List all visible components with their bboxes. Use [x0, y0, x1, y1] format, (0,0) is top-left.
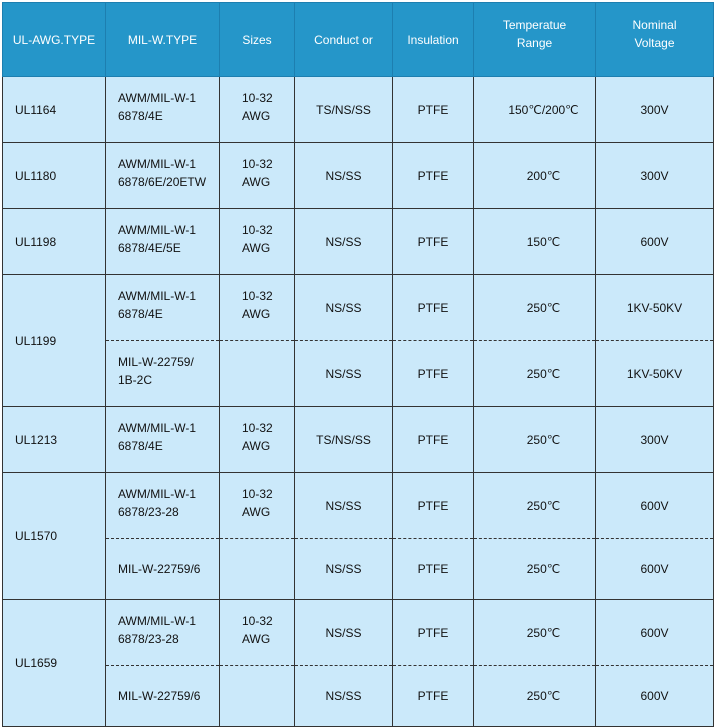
table-row	[3, 77, 714, 143]
voltage-cell: 600V	[596, 539, 714, 600]
conductor-cell: NS/SS	[295, 275, 393, 341]
sizes-line1: 10-32	[242, 157, 273, 171]
temperature-cell: 250℃	[474, 473, 596, 539]
sizes-line2: AWG	[242, 175, 271, 189]
type-cell: UL1659	[3, 600, 106, 727]
header-temperature-line1: Temperatue	[502, 18, 567, 32]
mil-type-line2: 6878/4E	[118, 307, 163, 321]
table-row	[3, 275, 714, 341]
temperature-cell: 250℃	[474, 539, 596, 600]
header-ul-awg-type: UL-AWG.TYPE	[3, 3, 106, 77]
insulation-cell: PTFE	[393, 473, 474, 539]
voltage-cell: 300V	[596, 77, 714, 143]
mil-type-line1: AWM/MIL-W-1	[118, 91, 196, 105]
sizes-line2: AWG	[242, 109, 271, 123]
insulation-cell: PTFE	[393, 666, 474, 727]
header-mil-w-type: MIL-W.TYPE	[106, 3, 220, 77]
table-row	[3, 539, 714, 600]
mil-type-cell	[106, 341, 220, 407]
sizes-line1: 10-32	[242, 487, 273, 501]
sizes-cell	[220, 600, 295, 666]
sizes-cell	[220, 77, 295, 143]
insulation-cell: PTFE	[393, 600, 474, 666]
header-nominal-voltage	[596, 3, 714, 77]
mil-type-cell	[106, 275, 220, 341]
sizes-line2: AWG	[242, 241, 271, 255]
mil-type-line1: AWM/MIL-W-1	[118, 223, 196, 237]
mil-type-line1: AWM/MIL-W-1	[118, 421, 196, 435]
insulation-cell: PTFE	[393, 77, 474, 143]
header-temperature-line2: Range	[516, 36, 553, 50]
sizes-line2: AWG	[242, 307, 271, 321]
mil-type-cell: MIL-W-22759/6	[106, 539, 220, 600]
sizes-line2: AWG	[242, 632, 271, 646]
insulation-cell: PTFE	[393, 407, 474, 473]
voltage-cell: 1KV-50KV	[596, 341, 714, 407]
sizes-cell	[220, 143, 295, 209]
insulation-cell: PTFE	[393, 143, 474, 209]
mil-type-line2: 6878/4E	[118, 109, 163, 123]
mil-type-line2: 6878/4E/5E	[118, 241, 181, 255]
mil-type-line2: 6878/6E/20ETW	[118, 175, 207, 189]
table-row	[3, 600, 714, 666]
voltage-cell: 600V	[596, 600, 714, 666]
voltage-cell: 300V	[596, 407, 714, 473]
type-cell: UL1198	[3, 209, 106, 275]
sizes-line1: 10-32	[242, 289, 273, 303]
voltage-cell: 1KV-50KV	[596, 275, 714, 341]
mil-type-line2: 6878/23-28	[118, 505, 179, 519]
sizes-line1: 10-32	[242, 223, 273, 237]
insulation-cell: PTFE	[393, 539, 474, 600]
wire-spec-table	[2, 2, 714, 727]
table-row	[3, 209, 714, 275]
temperature-cell: 250℃	[474, 275, 596, 341]
insulation-cell: PTFE	[393, 209, 474, 275]
mil-type-cell	[106, 77, 220, 143]
sizes-cell	[220, 209, 295, 275]
conductor-cell: TS/NS/SS	[295, 77, 393, 143]
conductor-cell: NS/SS	[295, 539, 393, 600]
mil-type-line1: AWM/MIL-W-1	[118, 289, 196, 303]
temperature-cell: 250℃	[474, 407, 596, 473]
temperature-cell: 200℃	[474, 143, 596, 209]
sizes-cell	[220, 666, 295, 727]
conductor-cell: NS/SS	[295, 209, 393, 275]
voltage-cell: 600V	[596, 666, 714, 727]
mil-type-cell: MIL-W-22759/6	[106, 666, 220, 727]
sizes-line1: 10-32	[242, 614, 273, 628]
spec-table-container	[2, 2, 713, 703]
header-conductor: Conduct or	[295, 3, 393, 77]
conductor-cell: TS/NS/SS	[295, 407, 393, 473]
mil-type-cell	[106, 143, 220, 209]
mil-type-line1: AWM/MIL-W-1	[118, 157, 196, 171]
type-cell: UL1213	[3, 407, 106, 473]
mil-type-line1: AWM/MIL-W-1	[118, 487, 196, 501]
sizes-line2: AWG	[242, 439, 271, 453]
header-row	[3, 3, 714, 77]
header-voltage-line2: Voltage	[634, 36, 675, 50]
conductor-cell: NS/SS	[295, 666, 393, 727]
mil-type-line1: MIL-W-22759/	[118, 355, 194, 369]
temperature-cell: 250℃	[474, 341, 596, 407]
voltage-cell: 600V	[596, 473, 714, 539]
temperature-cell: 150℃	[474, 209, 596, 275]
header-insulation: Insulation	[393, 3, 474, 77]
sizes-line1: 10-32	[242, 91, 273, 105]
sizes-cell	[220, 473, 295, 539]
header-temperature-range	[474, 3, 596, 77]
table-row	[3, 473, 714, 539]
type-cell: UL1570	[3, 473, 106, 600]
sizes-cell	[220, 341, 295, 407]
mil-type-line1: AWM/MIL-W-1	[118, 614, 196, 628]
temperature-cell: 250℃	[474, 600, 596, 666]
mil-type-line2: 6878/4E	[118, 439, 163, 453]
header-sizes: Sizes	[220, 3, 295, 77]
sizes-cell	[220, 275, 295, 341]
temperature-cell: 250℃	[474, 666, 596, 727]
conductor-cell: NS/SS	[295, 143, 393, 209]
mil-type-cell	[106, 600, 220, 666]
type-cell: UL1199	[3, 275, 106, 407]
mil-type-cell	[106, 407, 220, 473]
conductor-cell: NS/SS	[295, 473, 393, 539]
insulation-cell: PTFE	[393, 341, 474, 407]
voltage-cell: 300V	[596, 143, 714, 209]
table-row	[3, 341, 714, 407]
type-cell: UL1180	[3, 143, 106, 209]
voltage-cell: 600V	[596, 209, 714, 275]
header-voltage-line1: Nominal	[632, 18, 677, 32]
sizes-cell	[220, 539, 295, 600]
insulation-cell: PTFE	[393, 275, 474, 341]
sizes-line1: 10-32	[242, 421, 273, 435]
table-row	[3, 407, 714, 473]
table-row	[3, 143, 714, 209]
sizes-line2: AWG	[242, 505, 271, 519]
temperature-cell: 150℃/200℃	[474, 77, 596, 143]
conductor-cell: NS/SS	[295, 600, 393, 666]
sizes-cell	[220, 407, 295, 473]
table-row	[3, 666, 714, 727]
conductor-cell: NS/SS	[295, 341, 393, 407]
mil-type-cell	[106, 209, 220, 275]
type-cell: UL1164	[3, 77, 106, 143]
mil-type-line2: 6878/23-28	[118, 632, 179, 646]
mil-type-line2: 1B-2C	[118, 373, 153, 387]
mil-type-cell	[106, 473, 220, 539]
